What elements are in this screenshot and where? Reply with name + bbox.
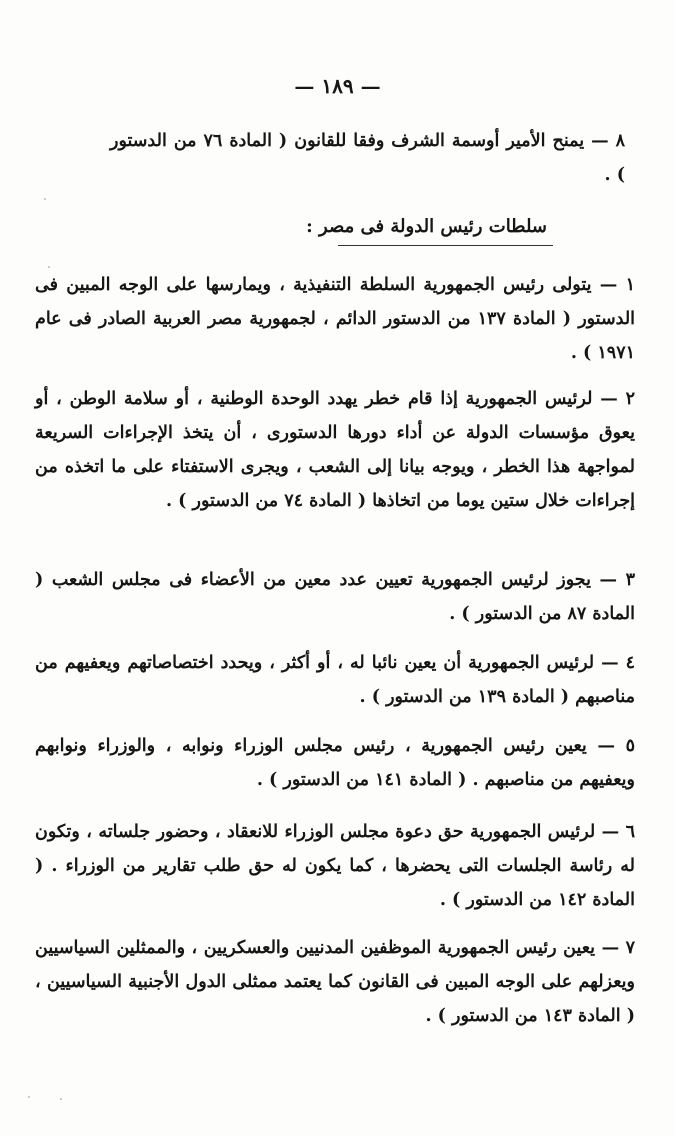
paragraph-5: ٥ — يعين رئيس الجمهورية ، رئيس مجلس الوزراء ونوابه ، والوزراء ونوابهم ويعفيهم من مناصبهم . ( المادة ١٤١ من الدستور ) . [35,736,635,790]
section-heading: سلطات رئيس الدولة فى مصر : [306,216,547,237]
scan-speck [28,1096,30,1098]
scan-speck [60,1098,62,1100]
paragraph-7: ٧ — يعين رئيس الجمهورية الموظفين المدنيين والعسكريين ، والممثلين السياسيين ويعزلهم على الوجه المبين فى القانون كما يعتمد ممثلى الدول الأجنبية السياسيين ، ( المادة ١٤٣ من الدستور ) . [35,938,635,1026]
paragraph-4: ٤ — لرئيس الجمهورية أن يعين نائبا له ، أو أكثر ، ويحدد اختصاصاتهم ويعفيهم من مناصبهم ( المادة ١٣٩ من الدستور ) . [35,653,635,707]
paragraph-2: ٢ — لرئيس الجمهورية إذا قام خطر يهدد الوحدة الوطنية ، أو سلامة الوطن ، أو يعوق مؤسسات الدولة عن أداء دورها الدستورى ، أن يتخذ الإجراءات السريعة لمواجهة هذا الخطر ، ويوجه بيانا إلى الشعب ، ويجرى الاستفتاء على ما اتخذه من إجراءات خلال ستين يوما من اتخاذها ( المادة ٧٤ من الدستور ) . [35,389,635,511]
page-number: — ١٨٩ — [294,74,381,98]
scan-speck [48,266,50,268]
paragraph-3: ٣ — يجوز لرئيس الجمهورية تعيين عدد معين من الأعضاء فى مجلس الشعب ( المادة ٨٧ من الدستور ) . [35,570,635,624]
heading-underline [338,245,553,246]
item-8-paragraph: ٨ — يمنح الأمير أوسمة الشرف وفقا للقانون ( المادة ٧٦ من الدستور ) . [110,131,625,185]
paragraph-6: ٦ — لرئيس الجمهورية حق دعوة مجلس الوزراء للانعقاد ، وحضور جلساته ، وتكون له رئاسة الجلسات التى يحضرها ، كما يكون له حق طلب تقارير من الوزراء . ( المادة ١٤٢ من الدستور ) . [35,822,635,910]
paragraph-1: ١ — يتولى رئيس الجمهورية السلطة التنفيذية ، ويمارسها على الوجه المبين فى الدستور ( المادة ١٣٧ من الدستور الدائم ، لجمهورية مصر العربية الصادر فى عام ١٩٧١ ) . [35,275,636,363]
scan-speck [44,198,46,200]
